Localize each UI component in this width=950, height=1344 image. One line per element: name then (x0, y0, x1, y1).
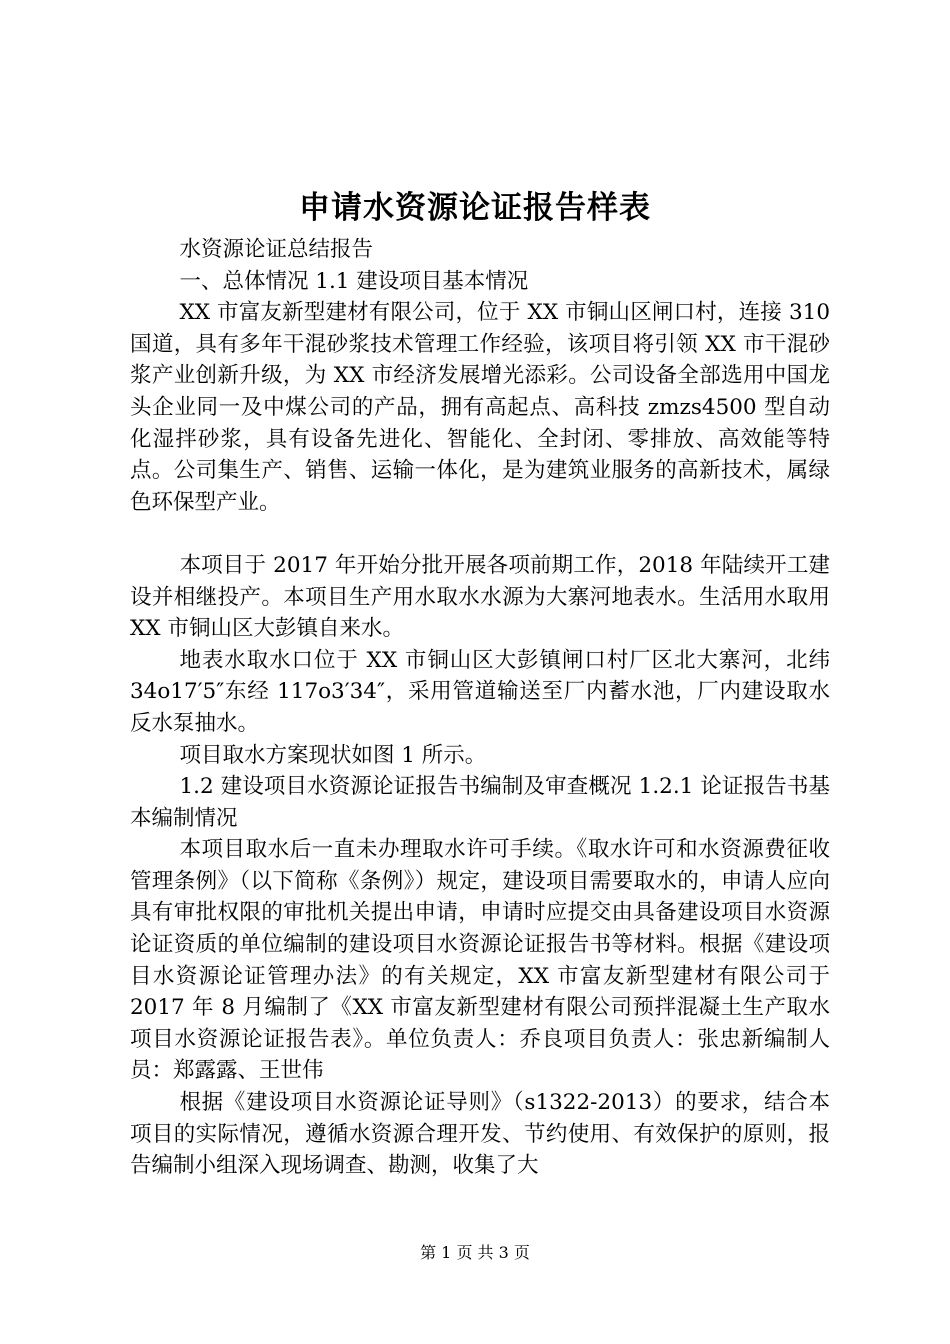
paragraph-water-intake: 地表水取水口位于 XX 市铜山区大彭镇闸口村厂区北大寨河，北纬 34o17′5″东经 117o3′34″，采用管道输送至厂内蓄水池，厂内建设取水反水泵抽水。 (130, 647, 830, 736)
paragraph-guideline-requirements: 根据《建设项目水资源论证导则》（s1322-2013）的要求，结合本项目的实际情况，遵循水资源合理开发、节约使用、有效保护的原则，报告编制小组深入现场调查、勘测，收集了大 (130, 1090, 830, 1179)
paragraph-section-heading: 一、总体情况 1.1 建设项目基本情况 (179, 268, 529, 294)
page-footer: 第 1 页 共 3 页 (420, 1243, 530, 1262)
paragraph-subsection-heading: 1.2 建设项目水资源论证报告书编制及审查概况 1.2.1 论证报告书基本编制情况 (130, 774, 830, 831)
paragraph-project-schedule: 本项目于 2017 年开始分批开展各项前期工作，2018 年陆续开工建设并相继投产。本项目生产用水取水水源为大寨河地表水。生活用水取用 XX 市铜山区大彭镇自来水。 (130, 552, 830, 642)
document-title: 申请水资源论证报告样表 (299, 190, 651, 226)
paragraph-permit-background: 本项目取水后一直未办理取水许可手续。《取水许可和水资源费征收管理条例》（以下简称《条例》）规定，建设项目需要取水的，申请人应向具有审批权限的审批机关提出申请，申请时应提交由具备建设项目水资源论证资质的单位编制的建设项目水资源论证报告书等材料。根据《建设项目水资源论证管理办法》的有关规定，XX 市富友新型建材有限公司于 2017 年 8 月编制了《XX 市富友新型建材有限公司预拌混凝土生产取水项目水资源论证报告表》。单位负责人：乔良项目负责人：张忠新编制人员：郑露露、王世伟 (130, 837, 830, 1084)
paragraph-company-intro: XX 市富友新型建材有限公司，位于 XX 市铜山区闸口村，连接 310 国道，具有多年干混砂浆技术管理工作经验，该项目将引领 XX 市干混砂浆产业创新升级，为 XX 市经济发展增光添彩。公司设备全部选用中国龙头企业同一及中煤公司的产品，拥有高起点、高科技 zmzs4500 型自动化湿拌砂浆，具有设备先进化、智能化、全封闭、零排放、高效能等特点。公司集生产、销售、运输一体化，是为建筑业服务的高新技术，属绿色环保型产业。 (130, 300, 830, 515)
paragraph-figure-reference: 项目取水方案现状如图 1 所示。 (179, 742, 487, 768)
paragraph-summary-heading: 水资源论证总结报告 (179, 237, 373, 262)
document-body (130, 234, 830, 1182)
